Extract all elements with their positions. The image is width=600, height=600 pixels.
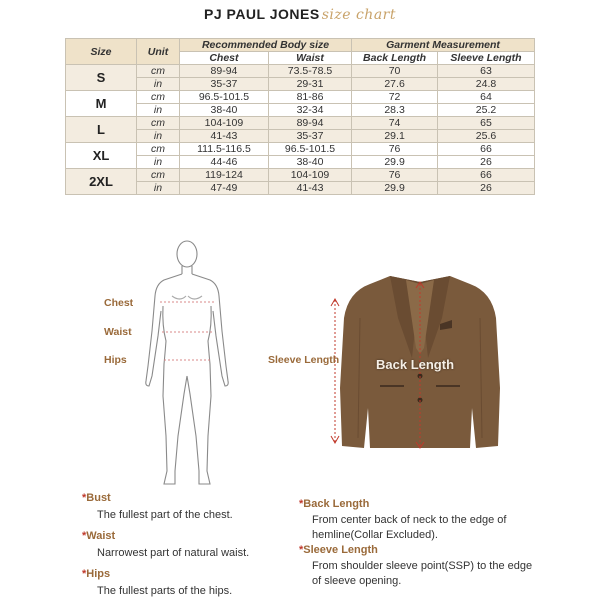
size-label: L <box>66 117 137 143</box>
header-garment-group: Garment Measurement <box>352 39 535 52</box>
cell: 70 <box>352 65 438 78</box>
header-body-group: Recommended Body size <box>180 39 352 52</box>
label-back-length: Back Length <box>376 357 455 372</box>
cell: 76 <box>352 143 438 156</box>
desc-back-length-title: *Back Length <box>299 498 370 510</box>
unit-cm: cm <box>137 91 180 104</box>
cell: 24.8 <box>438 78 535 91</box>
unit-in: in <box>137 130 180 143</box>
cell: 104-109 <box>268 169 351 182</box>
cell: 27.6 <box>352 78 438 91</box>
cell: 41-43 <box>268 182 351 195</box>
unit-cm: cm <box>137 143 180 156</box>
cell: 38-40 <box>180 104 269 117</box>
size-label: 2XL <box>66 169 137 195</box>
header-back-length: Back Length <box>352 52 438 65</box>
size-chart-script: size chart <box>321 7 396 23</box>
unit-in: in <box>137 156 180 169</box>
header-size: Size <box>66 39 137 65</box>
star-icon: * <box>82 492 87 504</box>
unit-in: in <box>137 182 180 195</box>
cell: 32-34 <box>268 104 351 117</box>
cell: 96.5-101.5 <box>268 143 351 156</box>
brand-name: PJ PAUL JONES <box>204 6 320 22</box>
label-hips: Hips <box>104 354 127 366</box>
cell: 25.6 <box>438 130 535 143</box>
cell: 41-43 <box>180 130 269 143</box>
page-title <box>0 6 600 23</box>
desc-sleeve-length-title: *Sleeve Length <box>299 544 378 556</box>
header-unit: Unit <box>137 39 180 65</box>
desc-bust-text: The fullest part of the chest. <box>97 509 233 521</box>
star-icon: * <box>299 544 304 556</box>
size-label: M <box>66 91 137 117</box>
desc-hips-title: *Hips <box>82 568 111 580</box>
unit-in: in <box>137 78 180 91</box>
size-label: XL <box>66 143 137 169</box>
desc-back-length-text: From center back of neck to the edge of hemline(Collar Excluded). <box>312 514 507 541</box>
cell: 66 <box>438 143 535 156</box>
cell: 73.5-78.5 <box>268 65 351 78</box>
size-table <box>65 38 535 195</box>
desc-waist-text: Narrowest part of natural waist. <box>97 547 250 559</box>
cell: 28.3 <box>352 104 438 117</box>
unit-cm: cm <box>137 117 180 130</box>
cell: 29-31 <box>268 78 351 91</box>
cell: 66 <box>438 169 535 182</box>
unit-cm: cm <box>137 65 180 78</box>
cell: 35-37 <box>180 78 269 91</box>
body-figure <box>130 236 245 491</box>
cell: 38-40 <box>268 156 351 169</box>
cell: 64 <box>438 91 535 104</box>
desc-sleeve-length-text: From shoulder sleeve point(SSP) to the edge of sleeve opening. <box>312 560 533 587</box>
cell: 72 <box>352 91 438 104</box>
desc-waist-title: *Waist <box>82 530 116 542</box>
cell: 26 <box>438 156 535 169</box>
cell: 76 <box>352 169 438 182</box>
desc-hips-text: The fullest parts of the hips. <box>97 585 233 597</box>
desc-bust-title: *Bust <box>82 492 111 504</box>
cell: 111.5-116.5 <box>180 143 269 156</box>
cell: 29.9 <box>352 156 438 169</box>
cell: 119-124 <box>180 169 269 182</box>
size-label: S <box>66 65 137 91</box>
cell: 44-46 <box>180 156 269 169</box>
cell: 89-94 <box>180 65 269 78</box>
cell: 63 <box>438 65 535 78</box>
unit-in: in <box>137 104 180 117</box>
cell: 96.5-101.5 <box>180 91 269 104</box>
star-icon: * <box>82 568 87 580</box>
star-icon: * <box>299 498 304 510</box>
cell: 29.1 <box>352 130 438 143</box>
cell: 26 <box>438 182 535 195</box>
cell: 74 <box>352 117 438 130</box>
cell: 35-37 <box>268 130 351 143</box>
label-chest: Chest <box>104 297 134 309</box>
sleeve-arrow <box>320 296 350 446</box>
cell: 25.2 <box>438 104 535 117</box>
header-waist: Waist <box>268 52 351 65</box>
label-waist: Waist <box>104 326 132 338</box>
header-sleeve-length: Sleeve Length <box>438 52 535 65</box>
cell: 89-94 <box>268 117 351 130</box>
label-sleeve-length: Sleeve Length <box>268 354 340 366</box>
cell: 81-86 <box>268 91 351 104</box>
cell: 47-49 <box>180 182 269 195</box>
cell: 65 <box>438 117 535 130</box>
header-chest: Chest <box>180 52 269 65</box>
star-icon: * <box>82 530 87 542</box>
cell: 29.9 <box>352 182 438 195</box>
cell: 104-109 <box>180 117 269 130</box>
unit-cm: cm <box>137 169 180 182</box>
